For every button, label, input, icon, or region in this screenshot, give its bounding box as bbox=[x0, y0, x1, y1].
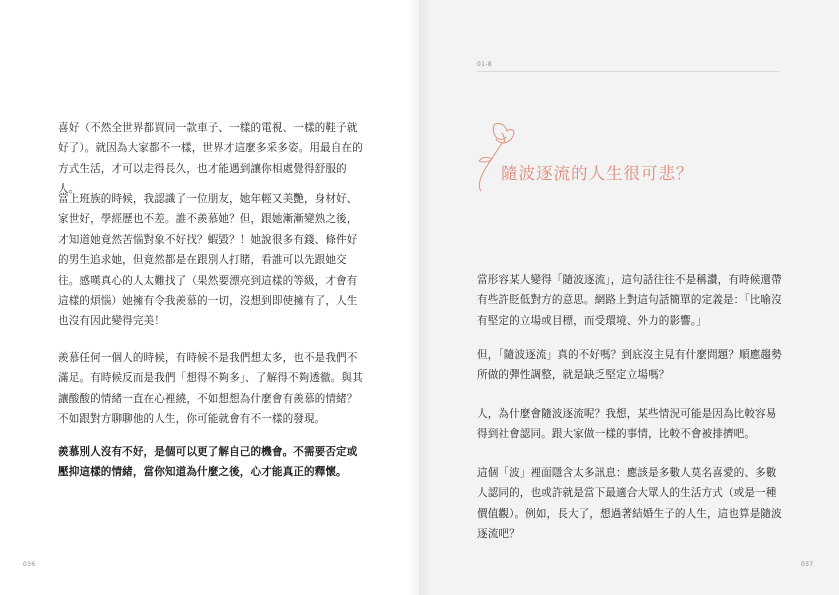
left-paragraph-1: 喜好（不然全世界都買同一款車子、一樣的電視、一樣的鞋子就好了）。就因為大家都不一樣，世界才這麼多采多姿。用最自在的方式生活，才可以走得長久，也才能遇到讓你相處覺得舒服的人。 bbox=[58, 122, 363, 196]
running-head: 01-8 bbox=[477, 61, 492, 68]
left-page-number: 036 bbox=[23, 561, 36, 568]
left-page bbox=[0, 0, 419, 595]
right-paragraph-3: 人，為什麼會隨波逐流呢？我想，某些情況可能是因為比較容易得到社會認同。跟大家做一樣的事情，比較不會被排擠吧。 bbox=[477, 408, 777, 441]
right-paragraph-2: 但，「隨波逐流」真的不好嗎？到底沒主見有什麼問題？順應趨勢所做的彈性調整，就是缺乏堅定立場嗎？ bbox=[477, 349, 782, 382]
right-page bbox=[419, 0, 839, 595]
header-rule bbox=[477, 71, 779, 72]
right-page-number: 037 bbox=[801, 561, 814, 568]
right-paragraph-1: 當形容某人變得「隨波逐流」，這句話往往不是稱讚，有時候還帶有些許貶低對方的意思。網路上對這句話簡單的定義是：「比喻沒有堅定的立場或目標，而受環境、外力的影響。」 bbox=[477, 274, 782, 327]
left-paragraph-3: 羨慕任何一個人的時候，有時候不是我們想太多，也不是我們不滿足。有時候反而是我們「想得不夠多」、了解得不夠透徹。與其讓酸酸的情緒一直在心裡繞，不如想想為什麼會有羨慕的情緒？不如跟對方聊聊他的人生，你可能就會有不一樣的發現。 bbox=[58, 352, 363, 426]
left-paragraph-4-emphasis: 羨慕別人沒有不好，是個可以更了解自己的機會。不需要否定或壓抑這樣的情緒，當你知道為什麼之後，心才能真正的釋懷。 bbox=[58, 446, 358, 479]
right-paragraph-4: 這個「波」裡面隱含太多訊息：應該是多數人莫名喜愛的、多數人認同的，也或許就是當下最適合大眾人的生活方式（或是一種價值觀）。例如，長大了，想過著結婚生子的人生，這也算是隨波逐流吧？ bbox=[477, 467, 782, 541]
chapter-title: 隨波逐流的人生很可悲？ bbox=[501, 164, 694, 183]
left-paragraph-2: 當上班族的時候，我認識了一位朋友，她年輕又美艷，身材好、家世好，學經歷也不差。誰不羨慕她？但，跟她漸漸變熟之後，才知道她竟然苦惱對象不好找？蝦毀？！她說很多有錢、條件好的男生追求她，但竟然都是在跟別人打賭，看誰可以先跟她交往。感嘆真心的人太難找了（果然要漂亮到這樣的等級，才會有這樣的煩惱）她擁有令我羨慕的一切，沒想到即使擁有了，人生也沒有因此變得完美！ bbox=[58, 193, 358, 328]
